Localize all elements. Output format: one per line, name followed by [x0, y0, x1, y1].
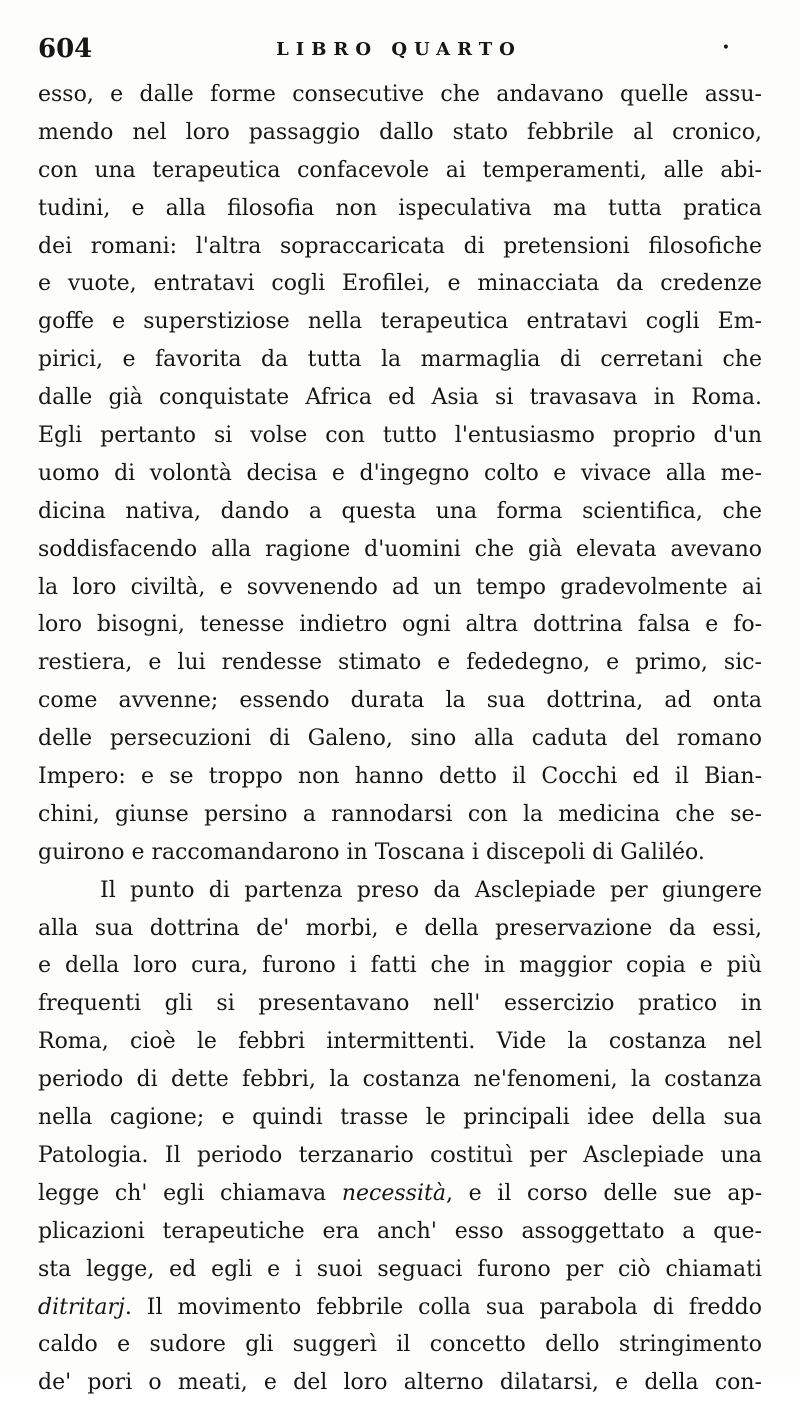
- text-segment: , e il corso delle sue ap-: [445, 1180, 763, 1206]
- text-line: periodo di dette febbri, la costanza ne'fenomeni, la costanza: [38, 1067, 762, 1093]
- text-line: e vuote, entratavi cogli Erofilei, e minacciata da credenze: [38, 271, 762, 297]
- text-line: sta legge, ed egli e i suoi seguaci furono per ciò chiamati: [38, 1256, 762, 1282]
- text-line: come avvenne; essendo durata la sua dottrina, ad onta: [38, 688, 762, 714]
- running-head: LIBRO QUARTO: [276, 39, 522, 60]
- text-line: [38, 1289, 762, 1327]
- text-line: [38, 1175, 762, 1213]
- text-line: Egli pertanto si volse con tutto l'entusiasmo proprio d'un: [38, 423, 762, 449]
- text-line: con una terapeutica confacevole ai temperamenti, alle abi-: [38, 157, 762, 183]
- text-line: chini, giunse persino a rannodarsi con la medicina che se-: [38, 801, 762, 827]
- text-line: de' pori o meati, e del loro alterno dilatarsi, e della con-: [38, 1370, 762, 1396]
- text-line: caldo e sudore gli suggerì il concetto dello stringimento: [38, 1332, 762, 1358]
- text-line: pirici, e favorita da tutta la marmaglia di cerretani che: [38, 347, 762, 373]
- paragraph-start-line: Il punto di partenza preso da Asclepiade per giungere: [100, 877, 762, 903]
- text-line: mendo nel loro passaggio dallo stato febbrile al cronico,: [38, 119, 762, 145]
- text-line: Roma, cioè le febbri intermittenti. Vide la costanza nel: [38, 1029, 762, 1055]
- text-line: soddisfacendo alla ragione d'uomini che già elevata avevano: [38, 536, 762, 562]
- text-line: dalle già conquistate Africa ed Asia si travasava in Roma.: [38, 385, 762, 411]
- text-line: restiera, e lui rendesse stimato e fededegno, e primo, sic-: [38, 650, 762, 676]
- text-segment: legge ch' egli chiamava: [38, 1180, 342, 1206]
- text-line: Patologia. Il periodo terzanario costituì per Asclepiade una: [38, 1142, 762, 1168]
- paragraph-end-line: guirono e raccomandarono in Toscana i discepoli di Galiléo.: [38, 839, 705, 865]
- text-line: delle persecuzioni di Galeno, sino alla caduta del romano: [38, 726, 762, 752]
- text-line: e della loro cura, furono i fatti che in maggior copia e più: [38, 953, 762, 979]
- header-mark: •: [721, 40, 730, 56]
- italic-term: necessità: [341, 1180, 446, 1206]
- text-line: esso, e dalle forme consecutive che andavano quelle assu-: [38, 82, 762, 107]
- text-line: alla sua dottrina de' morbi, e della preservazione da essi,: [38, 915, 762, 941]
- body-text: [38, 76, 762, 1402]
- text-line: plicazioni terapeutiche era anch' esso assoggettato a que-: [38, 1218, 762, 1244]
- text-line: goffe e superstiziose nella terapeutica entratavi cogli Em-: [38, 309, 762, 335]
- text-line: Impero: e se troppo non hanno detto il Cocchi ed il Bian-: [38, 764, 762, 790]
- italic-term: ditritarj: [38, 1294, 125, 1320]
- text-line: uomo di volontà decisa e d'ingegno colto e vivace alla me-: [38, 460, 762, 486]
- page-number: 604: [38, 34, 93, 64]
- text-line: dicina nativa, dando a questa una forma scientifica, che: [38, 498, 762, 524]
- text-line: la loro civiltà, e sovvenendo ad un tempo gradevolmente ai: [38, 574, 762, 600]
- text-line: dei romani: l'altra sopraccaricata di pretensioni filosofiche: [38, 233, 762, 259]
- text-line: frequenti gli si presentavano nell' essercizio pratico in: [38, 991, 762, 1017]
- text-line: loro bisogni, tenesse indietro ogni altra dottrina falsa e fo-: [38, 612, 762, 638]
- text-line: nella cagione; e quindi trasse le principali idee della sua: [38, 1105, 762, 1131]
- page-header: [38, 30, 760, 70]
- text-segment: . Il movimento febbrile colla sua parabola di freddo: [124, 1294, 762, 1320]
- text-line: tudini, e alla filosofia non ispeculativa ma tutta pratica: [38, 195, 762, 221]
